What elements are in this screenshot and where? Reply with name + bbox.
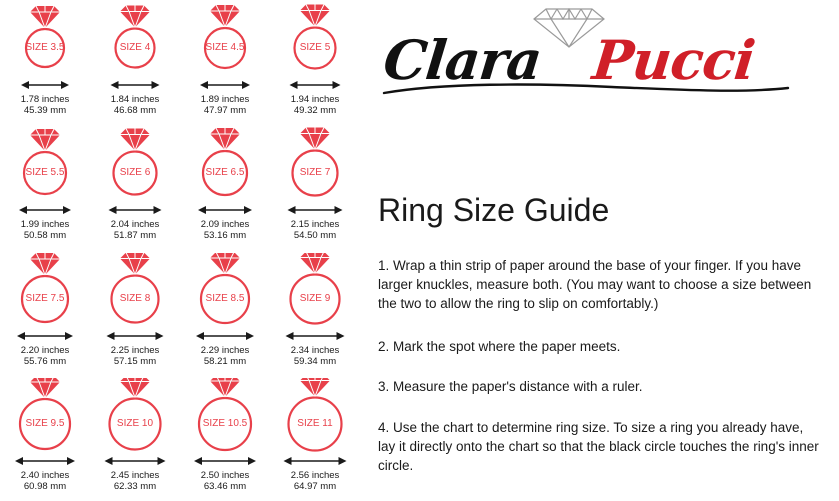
ring-diameter-mm: 57.15 mm [113, 355, 157, 367]
ring-size-label: SIZE 5.5 [25, 167, 65, 179]
diameter-arrow-icon [92, 78, 178, 92]
ring-size-cell [90, 251, 180, 376]
ring-diameter-inches: 2.20 inches [20, 344, 70, 356]
ring-size-cell [180, 251, 270, 376]
diameter-arrow-icon [92, 203, 178, 217]
ring-illustration [92, 378, 178, 456]
ring-size-label: SIZE 9 [299, 292, 331, 304]
ring-size-label: SIZE 10.5 [202, 417, 248, 429]
brand-logo [378, 4, 798, 104]
ring-diameter-mm: 46.68 mm [113, 105, 157, 116]
ring-size-label: SIZE 8 [119, 292, 151, 304]
ring-diameter-mm: 53.16 mm [203, 230, 247, 242]
ring-size-cell [180, 125, 270, 250]
ring-size-cell [90, 376, 180, 501]
ring-size-cell [180, 0, 270, 125]
diameter-arrow-icon [272, 203, 358, 217]
ring-size-cell [0, 251, 90, 376]
ring-size-cell [0, 0, 90, 125]
ring-size-cell [180, 376, 270, 501]
ring-illustration [2, 253, 88, 331]
ring-diameter-inches: 2.45 inches [110, 469, 160, 481]
ring-size-cell [270, 125, 360, 250]
ring-diameter-mm: 51.87 mm [113, 230, 157, 242]
ring-diameter-mm: 58.21 mm [203, 355, 247, 367]
ring-size-label: SIZE 8.5 [205, 292, 245, 304]
diameter-arrow-icon [272, 78, 358, 92]
ring-diameter-mm: 49.32 mm [293, 105, 337, 116]
logo-text-clara: Clara [380, 28, 545, 92]
diameter-arrow-icon [92, 329, 178, 343]
ring-size-cell [90, 0, 180, 125]
ring-illustration [2, 378, 88, 456]
ring-diameter-inches: 2.29 inches [200, 344, 250, 356]
guide-step-1: 1. Wrap a thin strip of paper around the base of your finger. If you have larger knuckles, measure both. (You may want to choose a size between the two to allow the ring to slip on comfortably.) [378, 258, 812, 311]
diameter-arrow-icon [2, 329, 88, 343]
diameter-arrow-icon [272, 329, 358, 343]
ring-diameter-mm: 50.58 mm [23, 230, 67, 242]
ring-diameter-inches: 2.34 inches [290, 344, 340, 356]
ring-size-label: SIZE 5 [299, 42, 331, 53]
ring-illustration [182, 127, 268, 205]
ring-illustration [2, 2, 88, 80]
ring-diameter-mm: 64.97 mm [293, 480, 337, 492]
ring-illustration [272, 127, 358, 205]
guide-step-4: 4. Use the chart to determine ring size. To size a ring you already have, lay it directly onto the chart so that the black circle touches the ring's inner circle. [378, 420, 819, 473]
diameter-arrow-icon [2, 454, 88, 468]
diameter-arrow-icon [2, 78, 88, 92]
ring-illustration [272, 2, 358, 80]
ring-diameter-mm: 47.97 mm [203, 105, 247, 116]
ring-diameter-inches: 2.40 inches [20, 469, 70, 481]
ring-size-cell [0, 125, 90, 250]
ring-illustration [92, 2, 178, 80]
ring-illustration [182, 253, 268, 331]
ring-illustration [2, 127, 88, 205]
ring-size-label: SIZE 3.5 [25, 42, 65, 53]
ring-diameter-inches: 2.09 inches [200, 219, 250, 231]
page-title: Ring Size Guide [378, 192, 610, 228]
ring-size-chart [0, 0, 360, 501]
ring-diameter-inches: 1.78 inches [20, 94, 70, 105]
ring-diameter-mm: 55.76 mm [23, 355, 67, 367]
ring-illustration [92, 127, 178, 205]
diameter-arrow-icon [272, 454, 358, 468]
diameter-arrow-icon [182, 78, 268, 92]
ring-size-cell [0, 376, 90, 501]
ring-size-cell [270, 251, 360, 376]
diameter-arrow-icon [92, 454, 178, 468]
ring-diameter-mm: 54.50 mm [293, 230, 337, 242]
ring-diameter-mm: 45.39 mm [23, 105, 67, 116]
ring-diameter-inches: 2.56 inches [290, 469, 340, 481]
ring-diameter-mm: 63.46 mm [203, 480, 247, 492]
ring-diameter-mm: 59.34 mm [293, 355, 337, 367]
ring-diameter-inches: 1.89 inches [200, 94, 250, 105]
logo-underline-swoosh [382, 82, 790, 96]
ring-diameter-inches: 1.94 inches [290, 94, 340, 105]
diameter-arrow-icon [182, 454, 268, 468]
ring-size-cell [270, 0, 360, 125]
logo-text-pucci: Pucci [589, 28, 758, 92]
ring-size-cell [270, 376, 360, 501]
ring-illustration [92, 253, 178, 331]
ring-diameter-inches: 2.04 inches [110, 219, 160, 231]
ring-diameter-inches: 2.50 inches [200, 469, 250, 481]
ring-diameter-inches: 2.25 inches [110, 344, 160, 356]
ring-diameter-mm: 62.33 mm [113, 480, 157, 492]
ring-size-label: SIZE 9.5 [25, 417, 65, 429]
guide-step-3: 3. Measure the paper's distance with a ruler. [378, 379, 643, 394]
ring-size-label: SIZE 7.5 [25, 292, 65, 304]
ring-diameter-mm: 60.98 mm [23, 480, 67, 492]
diameter-arrow-icon [182, 203, 268, 217]
ring-size-label: SIZE 11 [297, 417, 333, 429]
ring-illustration [272, 253, 358, 331]
ring-size-cell [90, 125, 180, 250]
ring-diameter-inches: 2.15 inches [290, 219, 340, 231]
diameter-arrow-icon [182, 329, 268, 343]
ring-size-label: SIZE 6.5 [205, 167, 245, 179]
ring-size-label: SIZE 6 [119, 167, 151, 179]
guide-step-2: 2. Mark the spot where the paper meets. [378, 339, 621, 354]
diameter-arrow-icon [2, 203, 88, 217]
right-panel [368, 0, 839, 501]
ring-illustration [272, 378, 358, 456]
ring-size-label: SIZE 4 [119, 42, 151, 53]
ring-size-label: SIZE 4.5 [205, 42, 245, 53]
ring-illustration [182, 2, 268, 80]
ring-size-label: SIZE 7 [299, 167, 331, 179]
ring-illustration [182, 378, 268, 456]
ring-diameter-inches: 1.99 inches [20, 219, 70, 231]
ring-size-label: SIZE 10 [116, 417, 154, 429]
ring-diameter-inches: 1.84 inches [110, 94, 160, 105]
